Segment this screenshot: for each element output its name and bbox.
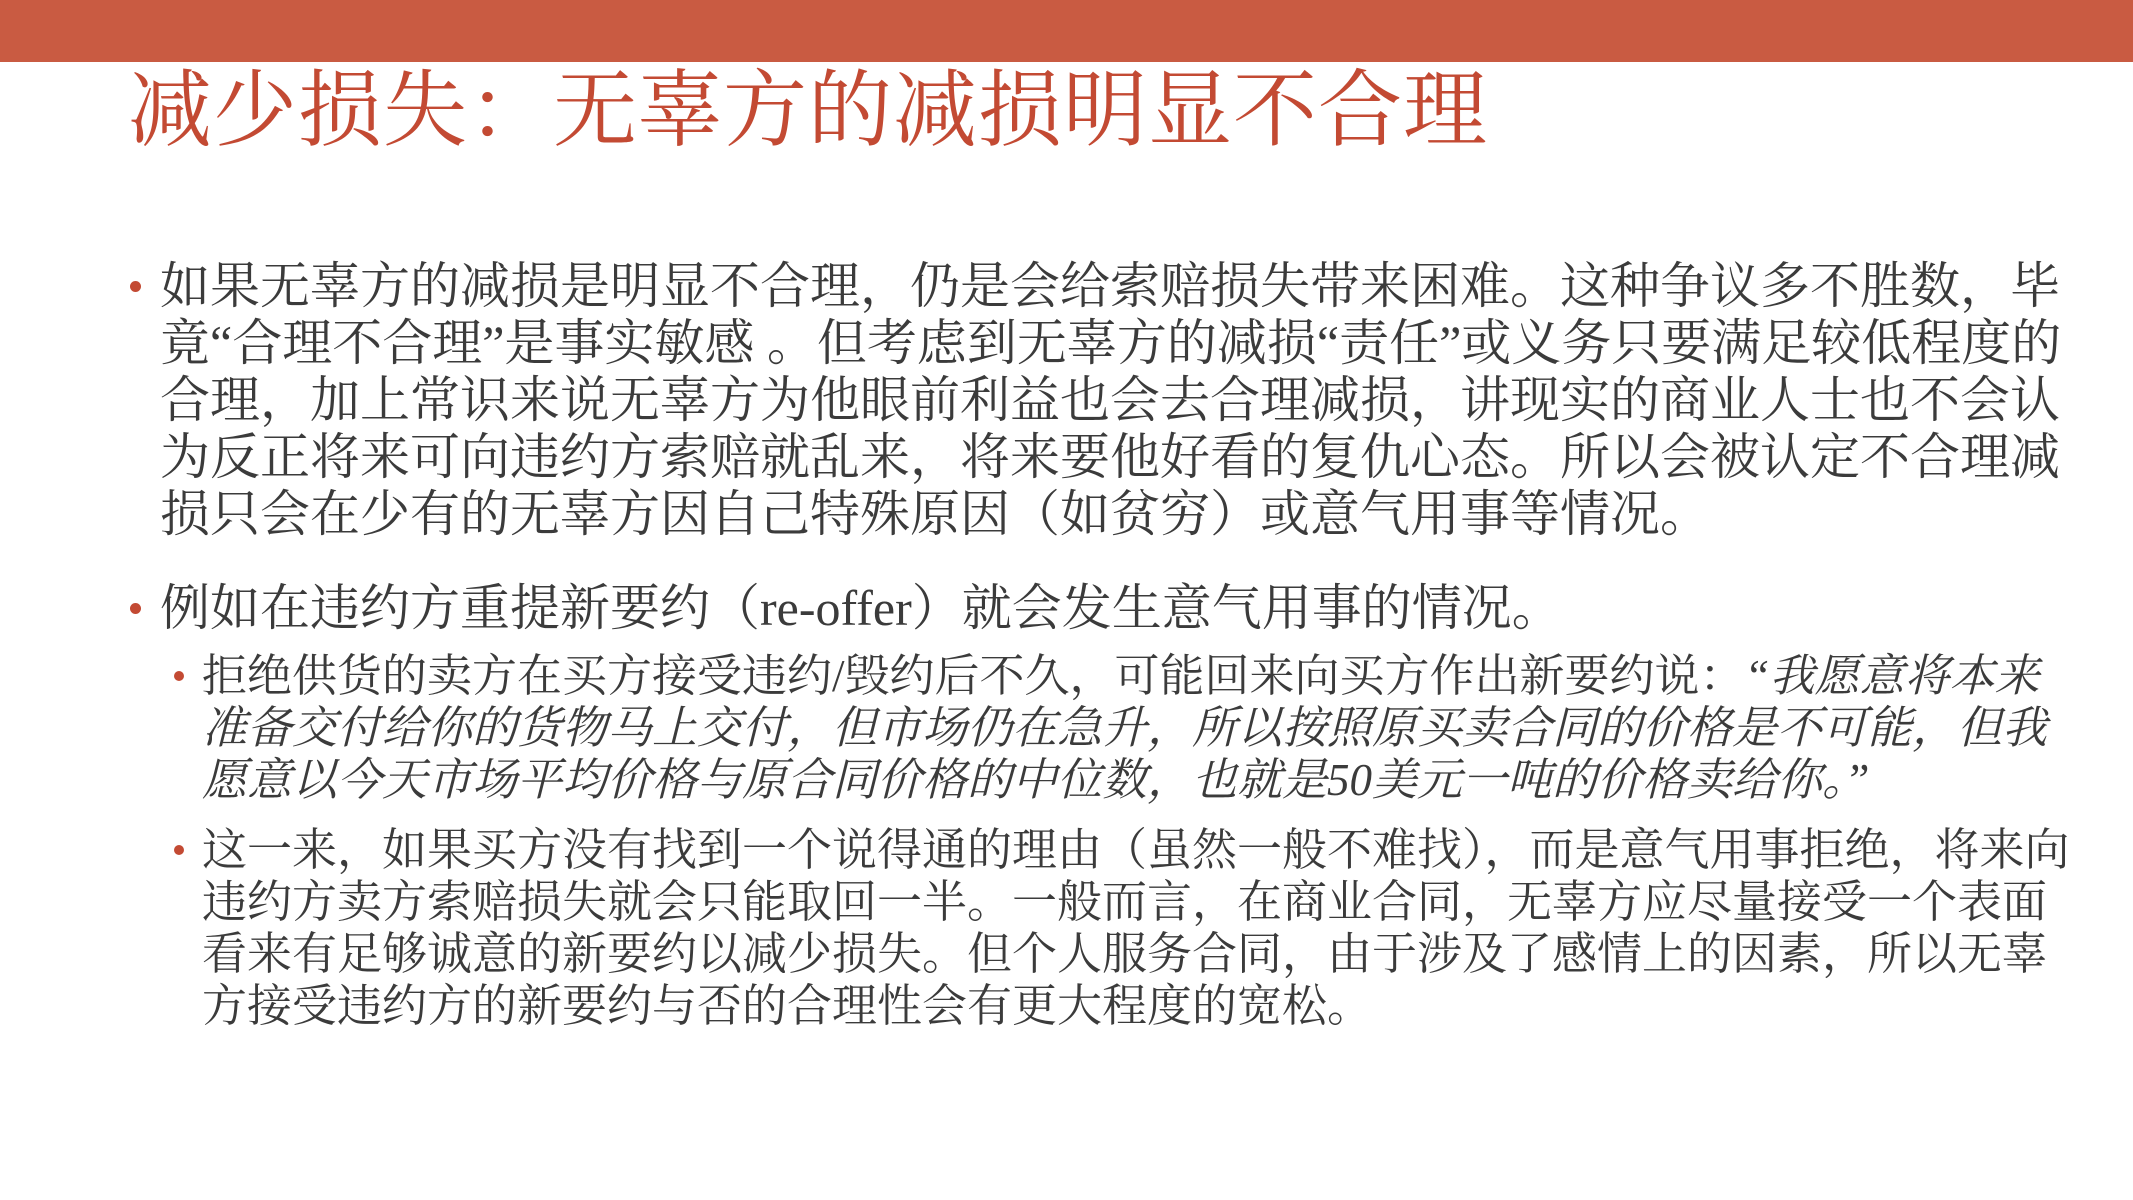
slide-title: 减少损失：无辜方的减损明显不合理 — [128, 65, 1489, 158]
sub-bullet-1-quote: “我愿意将本来准备交付给你的货物马上交付，但市场仍在急升，所以按照原买卖合同的价格是不可能，但我愿意以今天市场平均价格与原合同价格的中位数，也就是50美元一吨的价格卖给你。” — [202, 651, 2048, 805]
slide-body — [130, 258, 2070, 1032]
bullet-item-1 — [130, 258, 2070, 543]
sub-bullet-2-text: 这一来，如果买方没有找到一个说得通的理由（虽然一般不难找），而是意气用事拒绝，将来向违约方卖方索赔损失就会只能取回一半。一般而言，在商业合同，无辜方应尽量接受一个表面看来有足够诚意的新要约以减少损失。但个人服务合同，由于涉及了感情上的因素，所以无辜方接受违约方的新要约与否的合理性会有更大程度的宽松。 — [202, 825, 2070, 1031]
bullet-dot-icon — [174, 671, 184, 681]
sub-bullet-1-lead: 拒绝供货的卖方在买方接受违约/毁约后不久，可能回来向买方作出新要约说： — [202, 651, 1745, 701]
bullet-dot-icon — [174, 845, 184, 855]
sub-bullet-item-1 — [174, 650, 2070, 806]
top-accent-banner — [0, 0, 2133, 62]
sub-bullet-1-text — [202, 650, 2070, 806]
bullet-dot-icon — [130, 603, 141, 614]
bullet-2-text: 例如在违约方重提新要约（re-offer）就会发生意气用事的情况。 — [160, 580, 1562, 636]
bullet-1-text: 如果无辜方的减损是明显不合理，仍是会给索赔损失带来困难。这种争议多不胜数，毕竟“合理不合理”是事实敏感 。但考虑到无辜方的减损“责任”或义务只要满足较低程度的合理，加上常识来说无辜方为他眼前利益也会去合理减损，讲现实的商业人士也不会认为反正将来可向违约方索赔就乱来，将来要他好看的复仇心态。所以会被认定不合理减损只会在少有的无辜方因自己特殊原因（如贫穷）或意气用事等情况。 — [160, 258, 2062, 542]
bullet-dot-icon — [130, 281, 141, 292]
bullet-item-2 — [130, 580, 2070, 637]
sub-bullet-item-2 — [174, 824, 2070, 1032]
